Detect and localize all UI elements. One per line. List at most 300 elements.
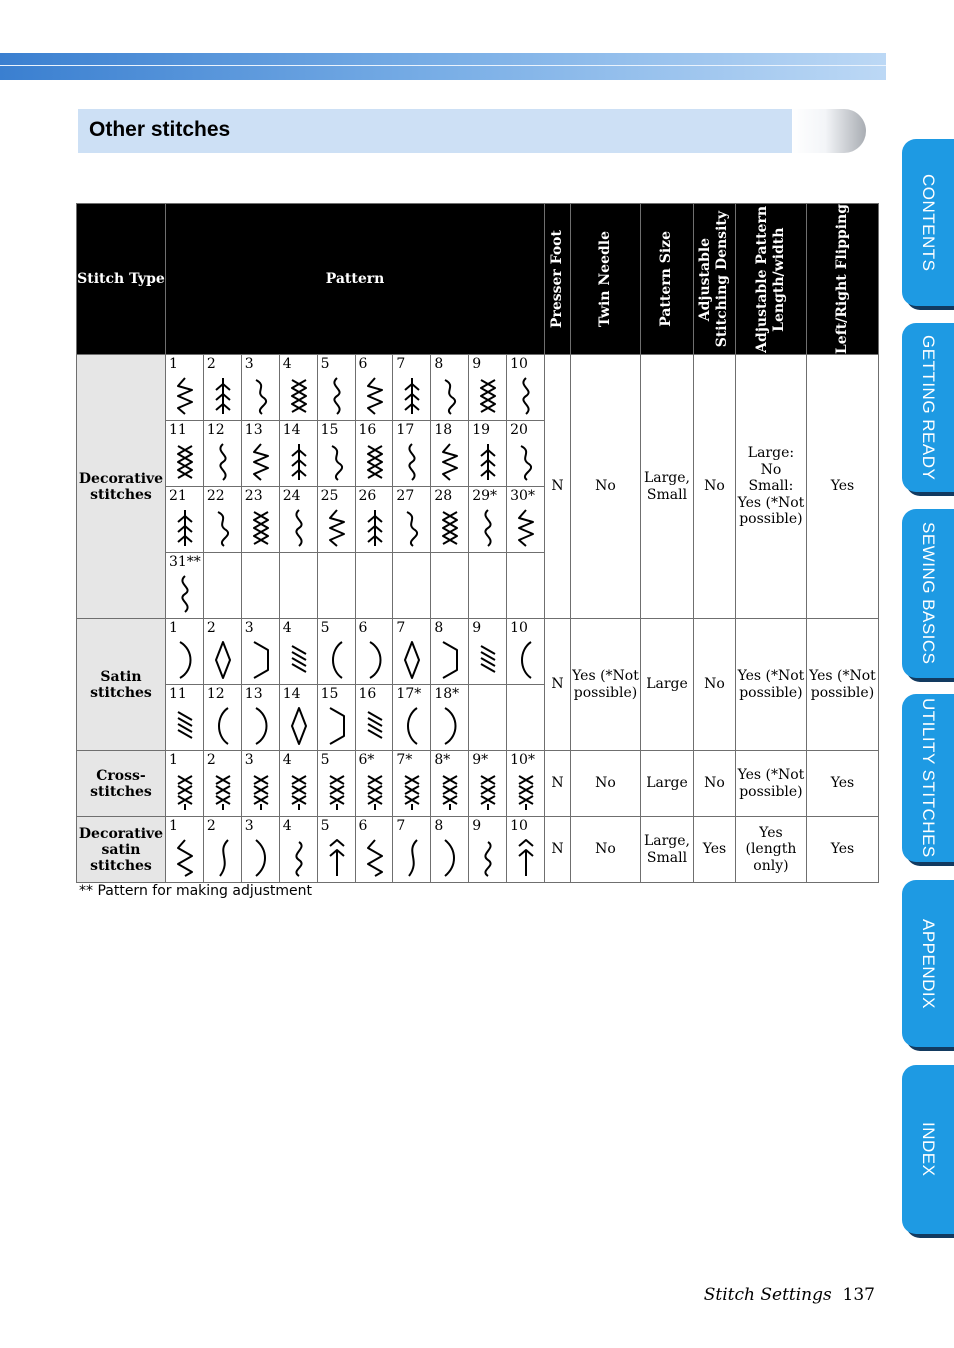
density-value: Yes — [693, 817, 735, 883]
stitch-glyph-line — [408, 708, 417, 744]
stitch-pattern-icon — [439, 640, 461, 680]
pattern-row — [77, 619, 879, 685]
density-value: No — [693, 619, 735, 751]
stitch-pattern-icon — [174, 574, 196, 614]
pattern-number: 18* — [434, 686, 460, 703]
stitch-glyph-line — [292, 380, 306, 412]
stitch-glyph-line — [220, 444, 225, 480]
pattern-number: 12 — [206, 422, 225, 439]
stitch-pattern-icon — [477, 508, 499, 548]
stitch-glyph-line — [218, 512, 228, 546]
stitch-glyph-line — [407, 512, 417, 546]
stitch-glyph-line — [409, 840, 417, 876]
pattern-cell[interactable] — [317, 421, 355, 487]
pattern-number: 4 — [282, 356, 292, 373]
pattern-number: 11 — [168, 686, 187, 703]
density-value: No — [693, 355, 735, 619]
pattern-cell[interactable] — [317, 487, 355, 553]
stitch-pattern-icon — [401, 706, 423, 746]
pattern-number: 1 — [168, 818, 178, 835]
pattern-number: 4 — [282, 752, 292, 769]
pattern-cell[interactable] — [431, 421, 469, 487]
pattern-number: 23 — [244, 488, 263, 505]
pattern-cell[interactable] — [507, 421, 545, 487]
pattern-number: 22 — [206, 488, 225, 505]
stitch-glyph-line — [216, 776, 230, 810]
presser-foot-value: N — [545, 751, 571, 817]
stitch-pattern-icon — [401, 838, 423, 878]
pattern-size-value: Large, Small — [641, 355, 694, 619]
pattern-number: 4 — [282, 818, 292, 835]
stitch-pattern-icon — [439, 508, 461, 548]
pattern-number: 4 — [282, 620, 292, 637]
stitch-glyph-line — [178, 446, 192, 478]
stitch-pattern-icon — [174, 376, 196, 416]
pattern-number: 3 — [244, 818, 254, 835]
pattern-number: 1 — [168, 752, 178, 769]
tab-getting-ready[interactable]: GETTING READY — [902, 323, 954, 492]
pattern-number: 9 — [472, 818, 482, 835]
pattern-cell[interactable] — [279, 685, 317, 751]
length-width-value: Large: No Small: Yes (*Not possible) — [735, 355, 806, 619]
stitch-glyph-line — [443, 642, 457, 678]
pattern-cell[interactable] — [279, 421, 317, 487]
pattern-cell[interactable] — [393, 685, 431, 751]
tab-index[interactable]: INDEX — [902, 1065, 954, 1234]
stitch-pattern-icon — [250, 772, 272, 812]
stitch-pattern-icon — [288, 838, 310, 878]
pattern-cell[interactable] — [241, 817, 279, 883]
pattern-number: 29* — [472, 488, 498, 505]
pattern-number: 8 — [434, 356, 444, 373]
pattern-number: 13 — [244, 686, 263, 703]
header-pattern: Pattern — [165, 204, 544, 355]
pattern-number: 6 — [358, 818, 368, 835]
pattern-number: 28 — [434, 488, 453, 505]
stitch-pattern-icon — [515, 376, 537, 416]
pattern-cell[interactable] — [355, 817, 393, 883]
flipping-value: Yes — [806, 751, 878, 817]
stitch-pattern-icon — [515, 772, 537, 812]
stitch-pattern-icon — [326, 508, 348, 548]
stitch-pattern-icon — [401, 442, 423, 482]
pattern-cell[interactable] — [393, 487, 431, 553]
pattern-number: 5 — [320, 752, 330, 769]
tab-appendix[interactable]: APPENDIX — [902, 880, 954, 1047]
stitch-pattern-icon — [401, 772, 423, 812]
stitch-glyph-line — [405, 378, 419, 414]
pattern-number: 25 — [320, 488, 339, 505]
pattern-cell[interactable] — [469, 751, 507, 817]
stitch-glyph-line — [292, 444, 306, 480]
pattern-cell[interactable] — [317, 751, 355, 817]
stitch-pattern-icon — [477, 838, 499, 878]
stitch-pattern-icon — [250, 508, 272, 548]
stitch-pattern-icon — [326, 772, 348, 812]
pattern-cell[interactable] — [507, 355, 545, 421]
stitch-glyph-line — [481, 646, 495, 672]
stitch-glyph-line — [486, 842, 491, 876]
pattern-size-value: Large, Small — [641, 817, 694, 883]
density-value: No — [693, 751, 735, 817]
pattern-cell[interactable] — [165, 421, 203, 487]
pattern-number: 7 — [396, 620, 406, 637]
stitch-pattern-icon — [212, 442, 234, 482]
length-width-value: Yes (length only) — [735, 817, 806, 883]
pattern-cell[interactable] — [393, 421, 431, 487]
stitch-glyph-line — [330, 708, 344, 744]
pattern-number: 10 — [510, 818, 528, 835]
length-width-value: Yes (*Not possible) — [735, 619, 806, 751]
stitch-pattern-icon — [515, 838, 537, 878]
stitch-pattern-icon — [477, 442, 499, 482]
tab-utility-stitches[interactable]: UTILITY STITCHES — [902, 694, 954, 862]
stitch-glyph-line — [481, 444, 495, 480]
twin-needle-value: No — [571, 355, 641, 619]
pattern-cell[interactable] — [393, 355, 431, 421]
pattern-cell[interactable] — [507, 751, 545, 817]
pattern-cell[interactable] — [203, 685, 241, 751]
pattern-cell[interactable] — [203, 487, 241, 553]
stitch-pattern-icon — [212, 772, 234, 812]
presser-foot-value: N — [545, 619, 571, 751]
stitch-pattern-icon — [212, 508, 234, 548]
stitch-pattern-icon — [250, 376, 272, 416]
pattern-cell[interactable] — [165, 355, 203, 421]
pattern-number: 5 — [320, 356, 330, 373]
pattern-cell[interactable] — [355, 355, 393, 421]
stitch-pattern-icon — [174, 706, 196, 746]
pattern-cell[interactable] — [393, 619, 431, 685]
stitch-pattern-icon — [288, 508, 310, 548]
stitch-pattern-icon — [250, 442, 272, 482]
stitch-pattern-icon — [364, 772, 386, 812]
pattern-cell[interactable] — [165, 487, 203, 553]
pattern-number: 24 — [282, 488, 301, 505]
pattern-number: 6 — [358, 620, 368, 637]
pattern-cell[interactable] — [355, 619, 393, 685]
stitch-glyph-line — [481, 380, 495, 412]
stitch-pattern-icon — [174, 442, 196, 482]
footer-label: Stitch Settings — [703, 1285, 832, 1305]
stitch-pattern-icon — [288, 640, 310, 680]
pattern-number: 18 — [434, 422, 453, 439]
pattern-cell[interactable] — [165, 685, 203, 751]
pattern-cell[interactable] — [469, 355, 507, 421]
stitch-type-cell: Decorative satin stitches — [77, 817, 166, 883]
pattern-cell[interactable] — [431, 817, 469, 883]
stitch-pattern-icon — [212, 706, 234, 746]
stitch-pattern-icon — [174, 838, 196, 878]
pattern-cell[interactable] — [241, 421, 279, 487]
stitch-glyph-line — [256, 380, 266, 414]
stitch-glyph-line — [333, 642, 342, 678]
stitch-glyph-line — [332, 446, 342, 480]
pattern-cell[interactable] — [355, 685, 393, 751]
pattern-cell — [393, 553, 431, 619]
stitch-glyph-line — [292, 776, 306, 810]
stitch-glyph-line — [519, 510, 533, 546]
stitch-glyph-line — [254, 642, 268, 678]
pattern-number: 3 — [244, 620, 254, 637]
stitch-glyph-line — [256, 708, 267, 744]
pattern-cell[interactable] — [507, 487, 545, 553]
header-stitch-type: Stitch Type — [77, 204, 166, 355]
pattern-number: 10* — [510, 752, 535, 769]
stitch-pattern-icon — [212, 640, 234, 680]
stitch-pattern-icon — [515, 508, 537, 548]
stitch-glyph-line — [445, 708, 456, 744]
stitch-glyph-line — [330, 840, 344, 876]
pattern-cell — [203, 553, 241, 619]
stitch-glyph-line — [445, 380, 455, 414]
stitch-pattern-icon — [364, 508, 386, 548]
header-presser-foot: Presser Foot — [545, 204, 571, 355]
pattern-cell — [469, 685, 507, 751]
pattern-cell[interactable] — [431, 751, 469, 817]
pattern-cell[interactable] — [507, 619, 545, 685]
section-heading — [78, 109, 866, 153]
presser-foot-value: N — [545, 817, 571, 883]
pattern-number: 8 — [434, 818, 444, 835]
pattern-cell[interactable] — [507, 817, 545, 883]
stitch-pattern-icon — [250, 706, 272, 746]
stitch-glyph-line — [481, 776, 495, 810]
pattern-number: 7* — [396, 752, 413, 769]
pattern-number: 2 — [206, 356, 216, 373]
pattern-row — [77, 817, 879, 883]
pattern-cell[interactable] — [317, 685, 355, 751]
stitch-glyph-line — [292, 708, 306, 744]
pattern-cell[interactable] — [431, 355, 469, 421]
stitch-glyph-line — [178, 776, 192, 810]
stitch-pattern-icon — [477, 772, 499, 812]
tab-sewing-basics[interactable]: SEWING BASICS — [902, 509, 954, 678]
presser-foot-value: N — [545, 355, 571, 619]
stitch-pattern-icon — [401, 376, 423, 416]
stitch-glyph-line — [178, 378, 192, 414]
header-pattern-size: Pattern Size — [641, 204, 694, 355]
stitch-pattern-icon — [439, 706, 461, 746]
stitch-pattern-icon — [364, 838, 386, 878]
stitch-pattern-icon — [326, 442, 348, 482]
header-stitching-density: Adjustable Stitching Density — [693, 204, 735, 355]
pattern-cell[interactable] — [431, 619, 469, 685]
stitch-pattern-icon — [439, 442, 461, 482]
stitch-pattern-icon — [326, 376, 348, 416]
stitch-glyph-line — [410, 444, 415, 480]
stitch-glyph-line — [330, 776, 344, 810]
pattern-cell[interactable] — [393, 817, 431, 883]
stitch-glyph-line — [521, 446, 531, 480]
header-flipping: Left/Right Flipping — [806, 204, 878, 355]
pattern-cell — [241, 553, 279, 619]
flipping-value: Yes (*Not possible) — [806, 619, 878, 751]
stitch-pattern-icon — [250, 640, 272, 680]
pattern-cell[interactable] — [431, 487, 469, 553]
pattern-cell[interactable] — [279, 487, 317, 553]
pattern-cell — [317, 553, 355, 619]
pattern-cell — [469, 553, 507, 619]
stitch-type-cell: Satin stitches — [77, 619, 166, 751]
footnote: ** Pattern for making adjustment — [79, 883, 313, 899]
stitch-glyph-line — [178, 712, 192, 738]
pattern-cell[interactable] — [241, 619, 279, 685]
stitch-pattern-icon — [515, 442, 537, 482]
tab-contents[interactable]: CONTENTS — [902, 139, 954, 306]
stitch-glyph-line — [368, 776, 382, 810]
pattern-number: 13 — [244, 422, 263, 439]
stitch-glyph-line — [220, 840, 228, 876]
stitch-glyph-line — [182, 576, 187, 612]
pattern-cell[interactable] — [241, 751, 279, 817]
stitch-glyph-line — [330, 510, 344, 546]
pattern-cell[interactable] — [203, 751, 241, 817]
pattern-cell — [507, 685, 545, 751]
stitch-glyph-line — [405, 776, 419, 810]
pattern-number: 2 — [206, 818, 216, 835]
pattern-cell[interactable] — [165, 751, 203, 817]
stitch-glyph-line — [370, 642, 381, 678]
pattern-cell[interactable] — [241, 685, 279, 751]
pattern-cell[interactable] — [317, 817, 355, 883]
pattern-cell[interactable] — [165, 817, 203, 883]
stitch-glyph-line — [524, 378, 529, 414]
stitch-pattern-icon — [515, 640, 537, 680]
stitch-pattern-icon — [174, 772, 196, 812]
pattern-number: 21 — [168, 488, 187, 505]
pattern-number: 3 — [244, 356, 254, 373]
stitch-pattern-icon — [174, 508, 196, 548]
pattern-row — [77, 355, 879, 421]
pattern-number: 20 — [510, 422, 528, 439]
pattern-number: 30* — [510, 488, 535, 505]
pattern-number: 5 — [320, 818, 330, 835]
stitch-pattern-icon — [439, 772, 461, 812]
pattern-cell[interactable] — [393, 751, 431, 817]
pattern-cell[interactable] — [241, 355, 279, 421]
pattern-cell[interactable] — [165, 553, 203, 619]
pattern-number: 27 — [396, 488, 415, 505]
stitch-pattern-icon — [477, 640, 499, 680]
stitch-glyph-line — [522, 642, 531, 678]
page-number: 137 — [842, 1285, 875, 1305]
stitch-pattern-icon — [401, 508, 423, 548]
flipping-value: Yes — [806, 355, 878, 619]
pattern-number: 19 — [472, 422, 491, 439]
stitch-pattern-icon — [212, 376, 234, 416]
pattern-cell[interactable] — [469, 619, 507, 685]
pattern-cell[interactable] — [317, 355, 355, 421]
pattern-number: 15 — [320, 422, 339, 439]
flipping-value: Yes — [806, 817, 878, 883]
stitch-glyph-line — [486, 510, 491, 546]
header-length-width: Adjustable Pattern Length/width — [735, 204, 806, 355]
pattern-cell[interactable] — [279, 751, 317, 817]
pattern-size-value: Large — [641, 751, 694, 817]
pattern-number: 12 — [206, 686, 225, 703]
pattern-number: 1 — [168, 620, 178, 637]
pattern-number: 7 — [396, 818, 406, 835]
pattern-number: 14 — [282, 686, 301, 703]
pattern-cell[interactable] — [279, 817, 317, 883]
pattern-number: 8 — [434, 620, 444, 637]
stitch-glyph-line — [368, 712, 382, 738]
stitch-glyph-line — [292, 646, 306, 672]
pattern-number: 5 — [320, 620, 330, 637]
stitch-glyph-line — [256, 840, 265, 876]
pattern-number: 8* — [434, 752, 451, 769]
stitch-glyph-line — [178, 510, 192, 546]
stitch-pattern-icon — [364, 706, 386, 746]
pattern-cell — [279, 553, 317, 619]
stitch-pattern-icon — [364, 376, 386, 416]
stitch-glyph-line — [254, 512, 268, 544]
stitch-pattern-icon — [288, 376, 310, 416]
pattern-cell[interactable] — [355, 751, 393, 817]
pattern-number: 10 — [510, 620, 528, 637]
pattern-number: 6* — [358, 752, 375, 769]
pattern-cell[interactable] — [469, 421, 507, 487]
pattern-cell[interactable] — [355, 487, 393, 553]
pattern-number: 9 — [472, 356, 482, 373]
pattern-cell[interactable] — [203, 817, 241, 883]
pattern-cell[interactable] — [203, 619, 241, 685]
pattern-size-value: Large — [641, 619, 694, 751]
stitch-pattern-icon — [439, 838, 461, 878]
section-title: Other stitches — [89, 118, 231, 141]
pattern-number: 2 — [206, 752, 216, 769]
stitch-pattern-icon — [326, 706, 348, 746]
stitch-pattern-icon — [401, 640, 423, 680]
stitch-glyph-line — [368, 378, 382, 414]
stitch-glyph-line — [445, 840, 454, 876]
pattern-cell[interactable] — [241, 487, 279, 553]
pattern-cell[interactable] — [355, 421, 393, 487]
pattern-number: 9 — [472, 620, 482, 637]
stitch-type-cell: Cross-stitches — [77, 751, 166, 817]
stitch-glyph-line — [180, 642, 191, 678]
length-width-value: Yes (*Not possible) — [735, 751, 806, 817]
twin-needle-value: No — [571, 751, 641, 817]
pattern-cell[interactable] — [469, 817, 507, 883]
stitch-pattern-icon — [212, 838, 234, 878]
pattern-cell[interactable] — [317, 619, 355, 685]
stitch-pattern-icon — [288, 772, 310, 812]
pattern-number: 7 — [396, 356, 406, 373]
pattern-number: 14 — [282, 422, 301, 439]
pattern-cell[interactable] — [203, 355, 241, 421]
pattern-cell[interactable] — [279, 619, 317, 685]
header-twin-needle: Twin Needle — [571, 204, 641, 355]
pattern-number: 26 — [358, 488, 377, 505]
stitch-glyph-line — [368, 446, 382, 478]
pattern-cell[interactable] — [431, 685, 469, 751]
page-footer — [704, 1285, 875, 1305]
stitch-pattern-icon — [326, 838, 348, 878]
pattern-number: 2 — [206, 620, 216, 637]
stitch-glyph-line — [296, 510, 301, 546]
pattern-cell[interactable] — [165, 619, 203, 685]
pattern-number: 3 — [244, 752, 254, 769]
stitch-pattern-icon — [439, 376, 461, 416]
stitch-pattern-icon — [326, 640, 348, 680]
pattern-cell[interactable] — [203, 421, 241, 487]
stitch-glyph-line — [405, 642, 419, 678]
pattern-cell[interactable] — [469, 487, 507, 553]
pattern-cell[interactable] — [279, 355, 317, 421]
top-banner — [0, 53, 886, 80]
